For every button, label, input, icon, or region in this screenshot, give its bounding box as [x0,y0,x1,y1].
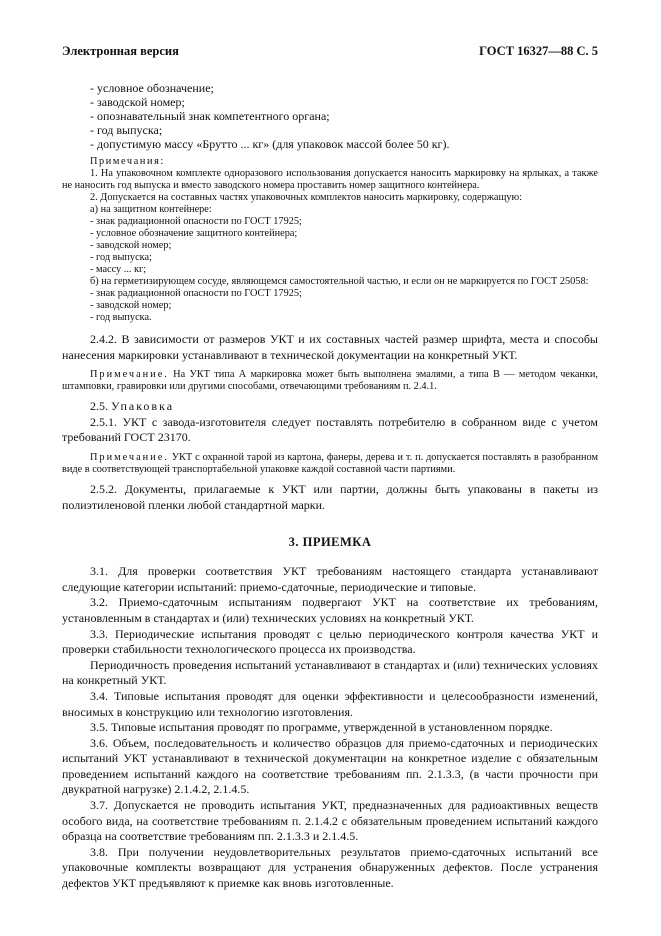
note-1: 1. На упаковочном комплекте одноразового использования допускается наносить маркировку на ярлыках, а также не наносить год выпуска и вместо заводского номера проставить номер защитного контейнера. [62,168,598,191]
note-label: Примечание. [90,451,169,463]
note-2-5-1 [62,452,598,476]
paragraph-3-4: 3.4. Типовые испытания проводят для оценки эффективности и целесообразности изменений, вносимых в конструкцию или технологию изготовления. [62,688,598,719]
paragraph-3-3-periodicity: Периодичность проведения испытаний устанавливают в стандартах и (или) технических условиях на конкретный УКТ. [62,657,598,688]
note-text: На УКТ типа А маркировка может быть выполнена эмалями, а типа В — методом чеканки, штамповки, гравировки или другими способами, отвечающими требованиям п. 2.4.1. [62,369,598,393]
list-item: - опознавательный знак компетентного органа; [90,109,330,123]
section-3-title: 3. ПРИЕМКА [288,535,372,550]
note-2-b: б) на герметизирующем сосуде, являющемся самостоятельной частью, и если он не маркируется по ГОСТ 25058: [90,276,589,287]
page-header [62,44,598,59]
note-item: - массу ... кг; [90,264,147,275]
paragraph-2-4-2: 2.4.2. В зависимости от размеров УКТ и их составных частей размер шрифта, места и способы нанесения маркировки устанавливают в технической документации на конкретный УКТ. [62,332,598,362]
note-2: 2. Допускается на составных частях упаковочных комплектов наносить маркировку, содержащую: [90,192,523,203]
marking-list [62,81,598,151]
note-item: - знак радиационной опасности по ГОСТ 17925; [90,288,302,299]
list-item: - заводской номер; [90,95,185,109]
paragraph-3-6: 3.6. Объем, последовательность и количество образцов для приемо-сдаточных и периодических испытаний УКТ устанавливают в технической документации на конкретное изделие с обязательным проведением испытаний каждого на соответствие требованиям пп. 2.1.3.3, (в части прочности при двукратной нагрузке) 2.1.4.2, 2.1.4.5. [62,735,598,797]
subsection-title: Упаковка [111,399,175,414]
note-item: - знак радиационной опасности по ГОСТ 17925; [90,216,302,227]
note-item: - год выпуска; [90,252,152,263]
note-item: - заводской номер; [90,300,172,311]
list-item: - допустимую массу «Брутто ... кг» (для упаковок массой более 50 кг). [90,137,450,151]
notes-heading: Примечания: [90,156,165,167]
paragraph-3-7: 3.7. Допускается не проводить испытания УКТ, предназначенных для радиоактивных веществ особого вида, на соответствие требованиям п. 2.1.4.2 с обязательным проведением испытаний каждого образца на соответствие требованиям пп. 2.1.3.3 и 2.1.4.5. [62,798,598,844]
note-text: УКТ с охранной тарой из картона, фанеры, дерева и т. п. допускается поставлять в разобранном виде в соответствующей транспортабельной упаковке каждой составной части партиями. [62,451,598,475]
note-2-a: а) на защитном контейнере: [90,204,212,215]
paragraph-3-8: 3.8. При получении неудовлетворительных результатов приемо-сдаточных испытаний все упаковочные комплекты возвращают для устранения обнаруженных дефектов. После устранения дефектов УКТ предъявляют к приемке как вновь изготовленные. [62,844,598,891]
paragraph-2-5-2: 2.5.2. Документы, прилагаемые к УКТ или партии, должны быть упакованы в пакеты из полиэтиленовой пленки любой стандартной марки. [62,481,598,512]
list-item: - условное обозначение; [90,81,214,95]
paragraph-2-5-1: 2.5.1. УКТ с завода-изготовителя следует поставлять потребителю в собранном виде с учетом требований ГОСТ 23170. [62,414,598,445]
note-2-4-2 [62,369,598,393]
notes-block [62,156,598,324]
list-item: - год выпуска; [90,123,163,137]
header-edition-label: Электронная версия [62,44,179,58]
paragraph-3-2: 3.2. Приемо-сдаточным испытаниям подвергают УКТ на соответствие их требованиям, установленным в стандартах и (или) технических условиях на конкретный УКТ. [62,595,598,625]
subsection-number: 2.5. [90,399,108,414]
section-3-body [62,564,598,891]
note-label: Примечание. [90,369,169,381]
note-item: - заводской номер; [90,240,172,251]
header-standard-ref: ГОСТ 16327—88 С. 5 [479,44,598,58]
document-page [62,44,598,892]
paragraph-3-5: 3.5. Типовые испытания проводят по программе, утвержденной в установленном порядке. [90,720,553,735]
note-item: - год выпуска. [90,312,152,323]
note-item: - условное обозначение защитного контейнера; [90,228,298,239]
paragraph-3-1: 3.1. Для проверки соответствия УКТ требованиям настоящего стандарта устанавливают следующие категории испытаний: приемо-сдаточные, периодические и типовые. [62,564,598,594]
subsection-2-5-heading [62,399,598,415]
paragraph-3-3: 3.3. Периодические испытания проводят с целью периодического контроля качества УКТ и проверки стабильности технологического процесса их производства. [62,626,598,657]
